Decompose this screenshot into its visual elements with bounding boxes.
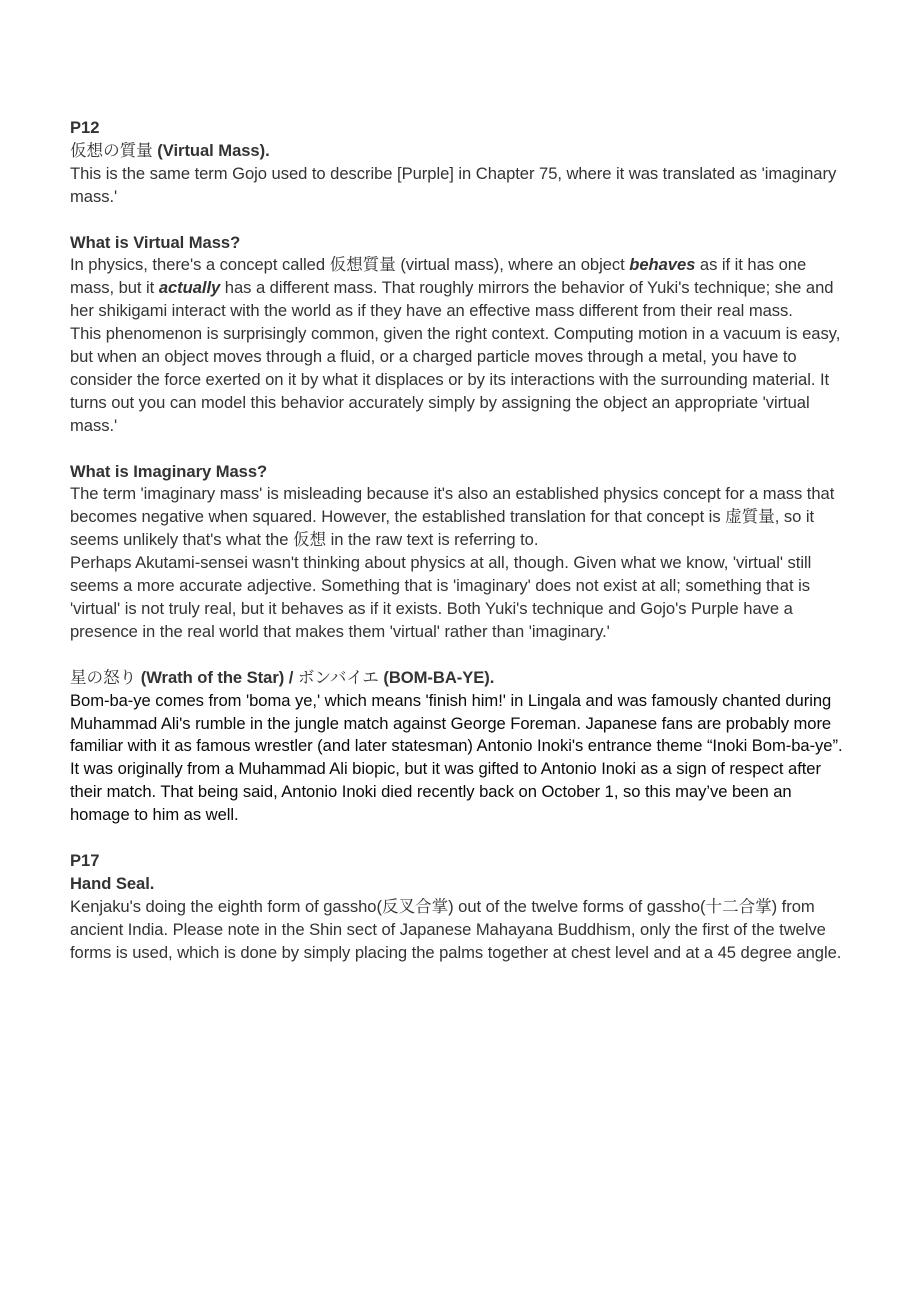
virtual-mass-paragraph-2: This phenomenon is surprisingly common, given the right context. Computing motion in a vacuum is easy, but when an object moves through a fluid, or a charged particle moves through a metal, you have to consider the force exerted on it by what it displaces or by its interactions with the surrounding material. It turns out you can model this behavior accurately simply by assigning the object an appropriate 'virtual mass.' bbox=[70, 324, 841, 435]
imaginary-mass-paragraph-1: The term 'imaginary mass' is misleading because it's also an established physics concept for a mass that becomes negative when squared. However, the established translation for that concept is 虚質量, so it seems unlikely that's what the 仮想 in the raw text is referring to. bbox=[70, 484, 835, 550]
term-heading-en: (Wrath of the Star) / bbox=[136, 667, 298, 687]
emphasis-actually: actually bbox=[158, 278, 221, 298]
term-heading-en: (BOM-BA-YE). bbox=[378, 667, 495, 687]
section-p12 bbox=[70, 117, 850, 827]
term-heading-virtual-mass bbox=[70, 140, 850, 163]
spacer bbox=[70, 827, 850, 850]
imaginary-mass-paragraph-2: Perhaps Akutami-sensei wasn't thinking about physics at all, though. Given what we know, 'virtual' still seems a more accurate adjective. Something that is 'imaginary' does not exist at all; something that is 'virtual' is not truly real, but it behaves as if it exists. Both Yuki's technique and Gojo's Purple have a presence in the real world that makes them 'virtual' rather than 'imaginary.' bbox=[70, 553, 812, 641]
text-run: has a different mass. That roughly mirrors the behavior of Yuki's technique; she and her shikigami interact with the world as if they have an effective mass different from their real mass. bbox=[70, 278, 834, 321]
spacer bbox=[70, 438, 850, 461]
text-run: as if it has one mass, but it bbox=[70, 255, 807, 298]
spacer bbox=[70, 644, 850, 667]
term-heading-jp: 仮想の質量 bbox=[70, 140, 153, 160]
page-label-p12: P12 bbox=[70, 118, 100, 137]
bombaye-paragraph: Bom-ba-ye comes from 'boma ye,' which means 'finish him!' in Lingala and was famously chanted during Muhammad Ali's rumble in the jungle match against George Foreman. Japanese fans are probably more familiar with it as famous wrestler (and later statesman) Antonio Inoki's entrance theme “Inoki Bom-ba-ye”. It was originally from a Muhammad Ali biopic, but it was gifted to Antonio Inoki as a sign of respect after their match. That being said, Antonio Inoki died recently back on October 1, so this may’ve been an homage to him as well. bbox=[70, 690, 843, 825]
intro-paragraph: This is the same term Gojo used to describe [Purple] in Chapter 75, where it was translated as 'imaginary mass.' bbox=[70, 163, 837, 206]
section-p17 bbox=[70, 850, 850, 965]
term-heading-jp: ボンバイエ bbox=[297, 667, 379, 687]
term-heading-jp: 星の怒り bbox=[70, 667, 137, 687]
emphasis-behaves: behaves bbox=[629, 255, 696, 275]
spacer bbox=[70, 209, 850, 232]
term-heading-hand-seal: Hand Seal. bbox=[70, 873, 155, 893]
term-heading-en: (Virtual Mass). bbox=[152, 140, 270, 160]
document-page bbox=[70, 117, 850, 964]
virtual-mass-paragraph-1 bbox=[70, 254, 850, 323]
hand-seal-paragraph: Kenjaku's doing the eighth form of gassho(反叉合掌) out of the twelve forms of gassho(十二合掌) from ancient India. Please note in the Shin sect of Japanese Mahayana Buddhism, only the first of the twelve forms is used, which is done by simply placing the palms together at chest level and at a 45 degree angle. bbox=[70, 896, 842, 962]
page-label-p17: P17 bbox=[70, 850, 100, 870]
heading-what-is-virtual-mass: What is Virtual Mass? bbox=[70, 232, 241, 252]
heading-what-is-imaginary-mass: What is Imaginary Mass? bbox=[70, 461, 268, 481]
text-run: In physics, there's a concept called 仮想質量 (virtual mass), where an object bbox=[70, 255, 630, 275]
term-heading-bombaye bbox=[70, 667, 850, 690]
